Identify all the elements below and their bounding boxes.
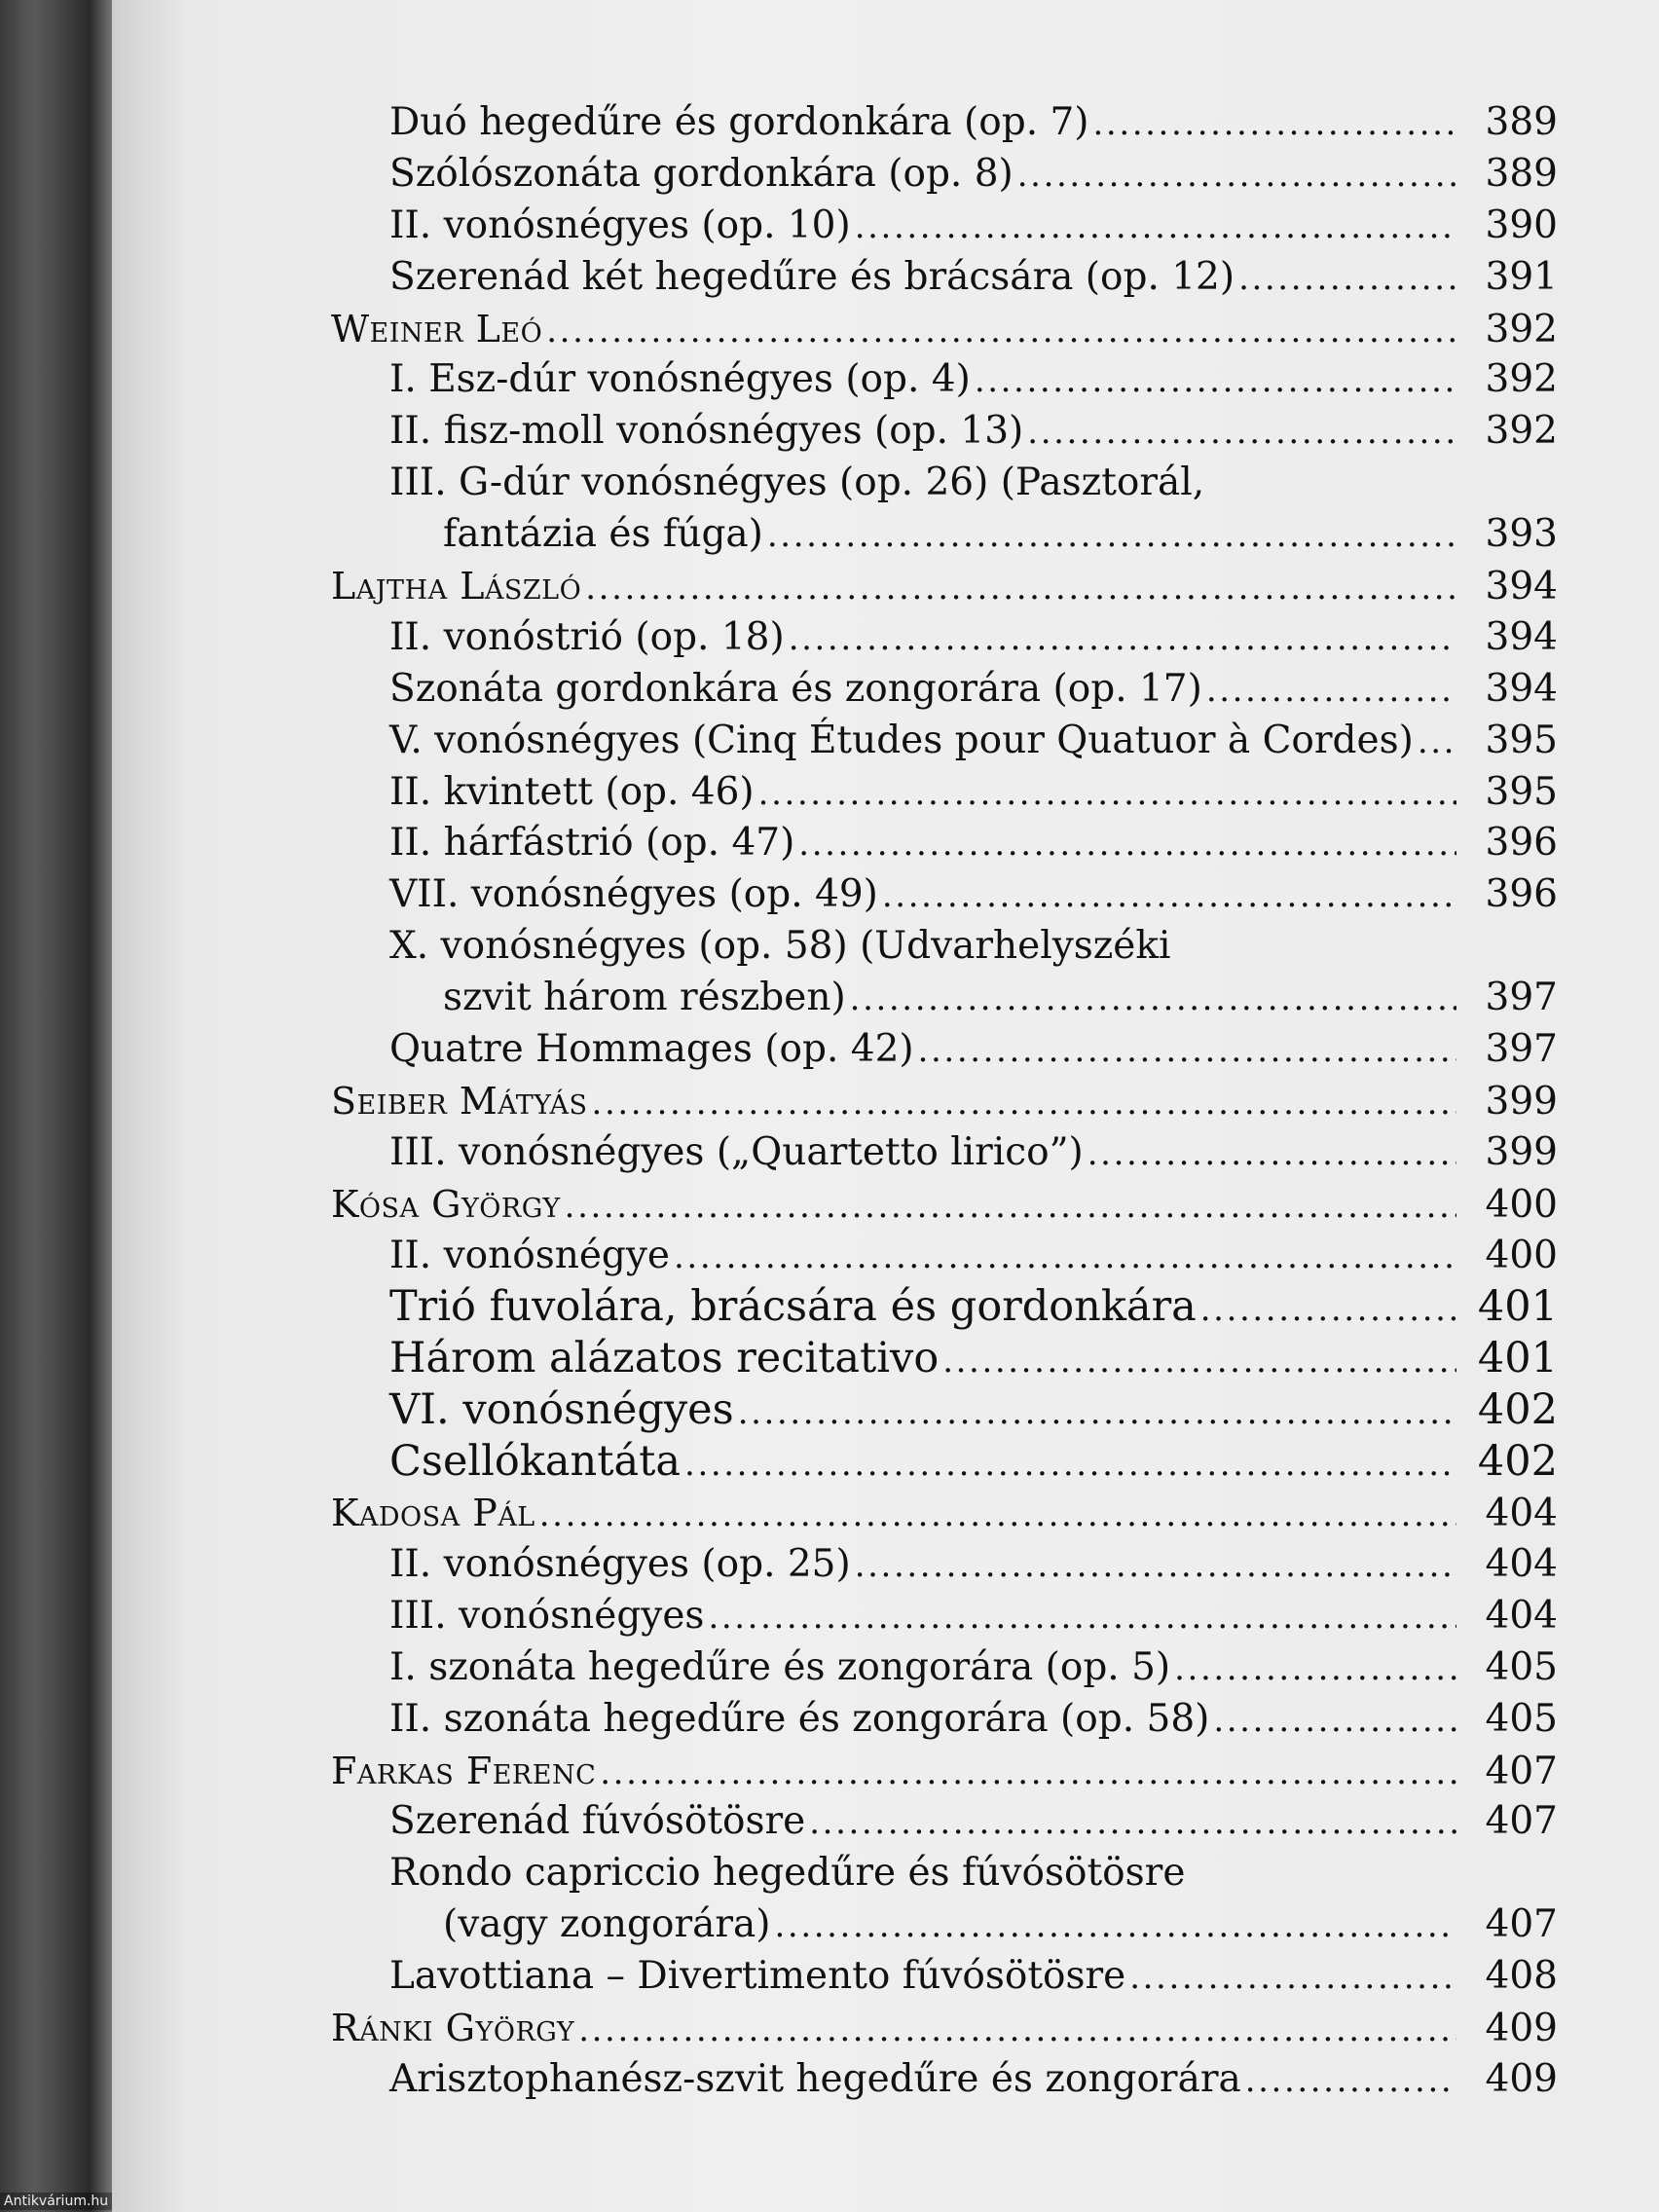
page-number: 399: [1485, 1129, 1558, 1174]
entry-title: I. Esz-dúr vonósnégyes (op. 4): [389, 357, 971, 402]
dot-leader: [1206, 664, 1456, 717]
dot-leader: [565, 1180, 1456, 1233]
entry-title: Kadosa Pál: [331, 1492, 535, 1535]
entry-title: Három alázatos recitativo: [389, 1334, 940, 1383]
dot-leader: [918, 1024, 1456, 1077]
dot-leader: [1418, 716, 1456, 768]
page-number: 407: [1485, 1749, 1558, 1793]
dot-leader: [1245, 2054, 1456, 2107]
dot-leader: [855, 1539, 1456, 1592]
toc-entry: [321, 869, 1558, 921]
toc-entry: [321, 1436, 1558, 1488]
toc-entry: [321, 1694, 1558, 1746]
entry-title: Csellókantáta: [389, 1437, 682, 1487]
page-number: 392: [1485, 357, 1558, 402]
entry-title: II. fisz-moll vonósnégyes (op. 13): [389, 409, 1024, 454]
entry-title: II. vonóstrió (op. 18): [389, 614, 785, 659]
entry-title: III. vonósnégyes: [389, 1593, 705, 1638]
dot-leader: [809, 1796, 1456, 1849]
toc-entry: [321, 1848, 1558, 1899]
page-number: 392: [1485, 409, 1558, 454]
entry-title: Szerenád két hegedűre és brácsára (op. 12): [389, 254, 1235, 299]
dot-leader: [592, 1077, 1456, 1129]
page-number: 393: [1485, 512, 1558, 557]
dot-leader: [539, 1489, 1456, 1541]
toc-entry: [321, 1231, 1558, 1282]
toc-entry: [321, 1951, 1558, 2003]
dot-leader: [708, 1591, 1456, 1643]
toc-entry: [321, 921, 1558, 973]
page-number: 409: [1485, 2006, 1558, 2050]
toc-entry: [321, 509, 1558, 561]
dot-leader: [1129, 1951, 1456, 2004]
toc-composer-entry: [321, 1179, 1558, 1231]
page-number: 395: [1485, 769, 1558, 814]
page-number: 407: [1485, 1902, 1558, 1947]
entry-title: Weiner Leó: [331, 307, 543, 350]
table-of-contents: [321, 97, 1558, 2106]
page-number: 396: [1485, 821, 1558, 866]
page-number: 397: [1485, 976, 1558, 1020]
page-number: 408: [1485, 1954, 1558, 1999]
page-number: 390: [1485, 203, 1558, 247]
entry-title: Lavottiana – Divertimento fúvósötösre: [389, 1954, 1126, 1999]
watermark: Antikvárium.hu: [0, 2193, 112, 2210]
toc-entry: [321, 664, 1558, 716]
page-number: 402: [1477, 1385, 1558, 1435]
entry-title: II. vonósnégyes (op. 10): [389, 203, 851, 247]
toc-entry: [321, 149, 1558, 201]
entry-title: II. kvintett (op. 46): [389, 769, 755, 814]
page-number: 405: [1485, 1644, 1558, 1689]
entry-title: Trió fuvolára, brácsára és gordonkára: [389, 1282, 1197, 1332]
entry-title: VI. vonósnégyes: [389, 1385, 734, 1435]
entry-title: (vagy zongorára): [443, 1902, 771, 1947]
page-number: 404: [1485, 1492, 1558, 1536]
page-number: 396: [1485, 872, 1558, 917]
page-number: 402: [1477, 1437, 1558, 1487]
dot-leader: [585, 562, 1456, 614]
entry-title: Duó hegedűre és gordonkára (op. 7): [389, 100, 1089, 144]
entry-title: I. szonáta hegedűre és zongorára (op. 5): [389, 1644, 1171, 1689]
toc-entry: [321, 716, 1558, 767]
dot-leader: [850, 973, 1456, 1025]
dot-leader: [789, 612, 1456, 665]
toc-entry: [321, 201, 1558, 252]
entry-title: II. vonósnégyes (op. 25): [389, 1541, 851, 1586]
toc-composer-entry: [321, 304, 1558, 355]
page-number: 394: [1485, 614, 1558, 659]
toc-entry: [321, 1024, 1558, 1076]
entry-title: Szerenád fúvósötösre: [389, 1799, 806, 1844]
toc-entry: [321, 973, 1558, 1024]
toc-composer-entry: [321, 561, 1558, 612]
entry-title: Ránki György: [331, 2006, 575, 2049]
dot-leader: [855, 201, 1456, 253]
entry-title: II. hárfástrió (op. 47): [389, 821, 795, 866]
toc-entry: [321, 252, 1558, 304]
toc-entry: [321, 97, 1558, 149]
page-number: 405: [1485, 1696, 1558, 1741]
dot-leader: [546, 305, 1456, 357]
page-number: 409: [1485, 2056, 1558, 2101]
dot-leader: [798, 818, 1456, 870]
page-number: 399: [1485, 1079, 1558, 1124]
toc-entry: [321, 767, 1558, 819]
toc-composer-entry: [321, 2003, 1558, 2054]
page-number: 389: [1485, 100, 1558, 144]
dot-leader: [767, 509, 1456, 562]
page-number: 400: [1485, 1182, 1558, 1227]
dot-leader: [942, 1333, 1456, 1387]
toc-entry: [321, 1281, 1558, 1333]
dot-leader: [1088, 1127, 1456, 1180]
toc-entry: [321, 1642, 1558, 1694]
dot-leader: [882, 869, 1456, 922]
toc-composer-entry: [321, 1488, 1558, 1539]
toc-entry: [321, 1899, 1558, 1951]
dot-leader: [1213, 1694, 1456, 1747]
dot-leader: [1027, 406, 1456, 459]
dot-leader: [1017, 149, 1456, 202]
entry-title: Kósa György: [331, 1182, 561, 1226]
dot-leader: [775, 1899, 1457, 1952]
page-number: 401: [1477, 1334, 1558, 1383]
dot-leader: [578, 2004, 1456, 2056]
entry-title: Szonáta gordonkára és zongorára (op. 17): [389, 666, 1202, 711]
dot-leader: [1093, 97, 1456, 150]
page-number: 407: [1485, 1799, 1558, 1844]
dot-leader: [758, 767, 1456, 820]
toc-composer-entry: [321, 1746, 1558, 1797]
entry-title: X. vonósnégyes (op. 58) (Udvarhelyszéki: [389, 924, 1171, 969]
toc-entry: [321, 2054, 1558, 2106]
page-number: 395: [1485, 718, 1558, 762]
toc-entry: [321, 818, 1558, 869]
toc-entry: [321, 1591, 1558, 1642]
toc-entry: [321, 458, 1558, 509]
page-number: 392: [1485, 307, 1558, 351]
entry-title: Lajtha László: [331, 565, 582, 608]
entry-title: VII. vonósnégyes (op. 49): [389, 872, 878, 917]
toc-entry: [321, 1333, 1558, 1384]
toc-entry: [321, 1796, 1558, 1848]
page-number: 404: [1485, 1541, 1558, 1586]
dot-leader: [738, 1384, 1456, 1439]
entry-title: II. vonósnégye: [389, 1233, 671, 1277]
page-number: 394: [1485, 666, 1558, 711]
page-number: 397: [1485, 1027, 1558, 1072]
toc-entry: [321, 1539, 1558, 1591]
entry-title: Arisztophanész-szvit hegedűre és zongorára: [389, 2056, 1241, 2101]
entry-title: III. G-dúr vonósnégyes (op. 26) (Pasztorál,: [389, 461, 1205, 505]
entry-title: Seiber Mátyás: [331, 1079, 588, 1123]
toc-entry: [321, 1384, 1558, 1436]
dot-leader: [684, 1436, 1456, 1491]
dot-leader: [1238, 252, 1456, 305]
entry-title: II. szonáta hegedűre és zongorára (op. 58): [389, 1696, 1210, 1741]
entry-title: Szólószonáta gordonkára (op. 8): [389, 151, 1014, 196]
toc-entry: [321, 612, 1558, 664]
page-number: 401: [1477, 1282, 1558, 1332]
dot-leader: [1174, 1642, 1456, 1695]
entry-title: fantázia és fúga): [443, 512, 763, 557]
entry-title: III. vonósnégyes („Quartetto lirico”): [389, 1129, 1084, 1174]
dot-leader: [600, 1747, 1456, 1799]
dot-leader: [1200, 1281, 1456, 1336]
dot-leader: [975, 354, 1456, 407]
page-number: 391: [1485, 254, 1558, 299]
page-number: 404: [1485, 1593, 1558, 1638]
book-spine-shadow: [0, 0, 112, 2212]
page-number: 400: [1485, 1233, 1558, 1277]
toc-composer-entry: [321, 1076, 1558, 1127]
page-number: 394: [1485, 565, 1558, 609]
entry-title: Farkas Ferenc: [331, 1749, 597, 1792]
toc-entry: [321, 354, 1558, 406]
entry-title: szvit három részben): [443, 976, 846, 1020]
entry-title: V. vonósnégyes (Cinq Études pour Quatuor à Cordes): [389, 718, 1414, 762]
toc-entry: [321, 406, 1558, 458]
entry-title: Quatre Hommages (op. 42): [389, 1027, 914, 1072]
entry-title: Rondo capriccio hegedűre és fúvósötösre: [389, 1851, 1186, 1896]
page-number: 389: [1485, 151, 1558, 196]
dot-leader: [674, 1231, 1456, 1283]
toc-entry: [321, 1127, 1558, 1179]
